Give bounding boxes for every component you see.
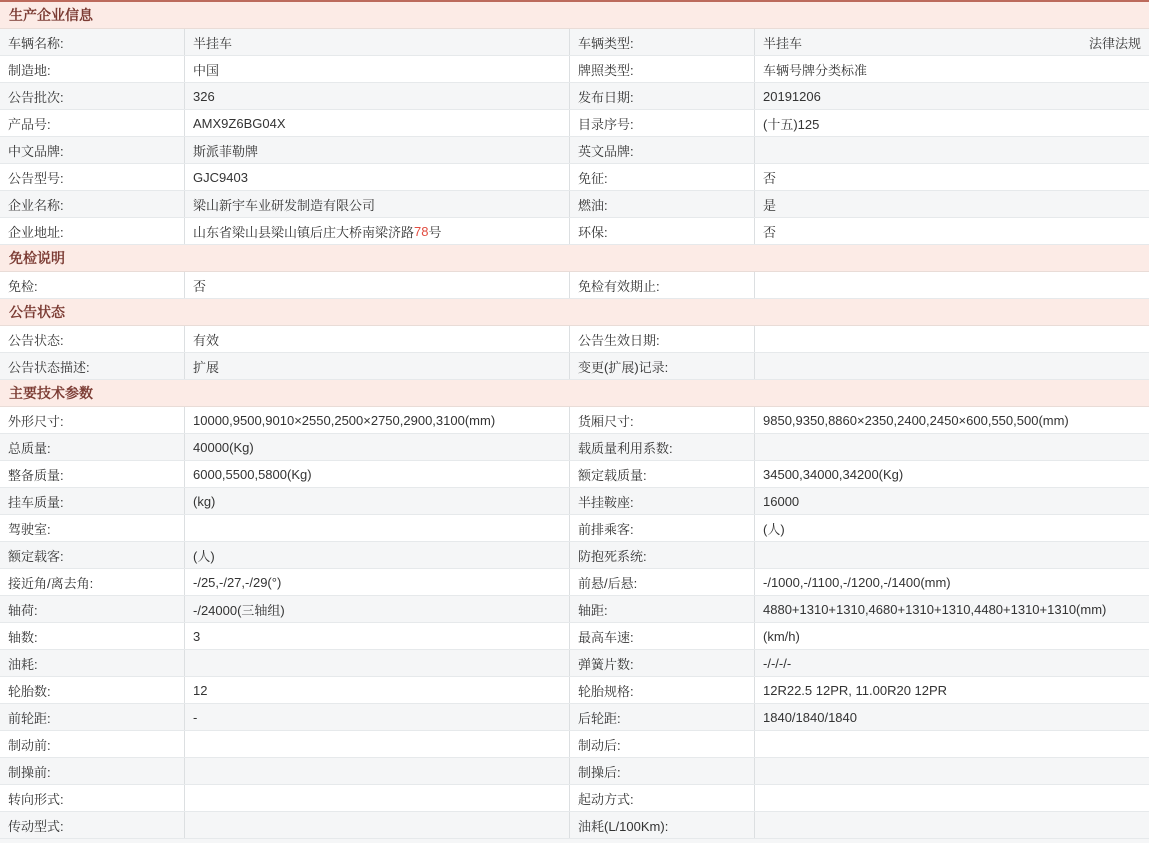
field-label: 环保: bbox=[570, 218, 755, 244]
field-value: 12 bbox=[185, 677, 570, 703]
table-row bbox=[0, 812, 1149, 839]
field-label: 中文品牌: bbox=[0, 137, 185, 163]
field-value bbox=[185, 812, 570, 838]
field-label: 半挂鞍座: bbox=[570, 488, 755, 514]
field-value bbox=[755, 758, 1149, 784]
table-row bbox=[0, 758, 1149, 785]
field-label: 企业名称: bbox=[0, 191, 185, 217]
table-row bbox=[0, 218, 1149, 245]
field-value: 车辆号牌分类标准 bbox=[763, 62, 868, 78]
table-row bbox=[0, 731, 1149, 758]
address-text: 山东省梁山县梁山镇后庄大桥南梁济路 bbox=[193, 224, 415, 240]
field-label: 牌照类型: bbox=[570, 56, 755, 82]
address-text: 号 bbox=[428, 224, 442, 240]
table-row bbox=[0, 704, 1149, 731]
field-value-text: 半挂车 bbox=[763, 35, 803, 51]
field-value: 半挂车 bbox=[185, 29, 570, 55]
field-label: 制动后: bbox=[570, 731, 755, 757]
field-value bbox=[755, 785, 1149, 811]
field-label: 接近角/离去角: bbox=[0, 569, 185, 595]
field-label: 燃油: bbox=[570, 191, 755, 217]
table-row bbox=[0, 650, 1149, 677]
table-row bbox=[0, 29, 1149, 56]
field-value bbox=[755, 434, 1149, 460]
field-label: 发布日期: bbox=[570, 83, 755, 109]
field-value bbox=[755, 353, 1149, 379]
field-label: 车辆名称: bbox=[0, 29, 185, 55]
field-label: 后轮距: bbox=[570, 704, 755, 730]
field-value: 是 bbox=[763, 197, 777, 213]
table-row bbox=[0, 434, 1149, 461]
field-label: 额定载客: bbox=[0, 542, 185, 568]
field-value bbox=[755, 326, 1149, 352]
field-label: 制动前: bbox=[0, 731, 185, 757]
field-label: 轮胎规格: bbox=[570, 677, 755, 703]
field-value: 20191206 bbox=[763, 88, 821, 104]
field-value: 9850,9350,8860×2350,2400,2450×600,550,500(mm) bbox=[763, 412, 1069, 428]
table-row bbox=[0, 407, 1149, 434]
field-label: 免检: bbox=[0, 272, 185, 298]
field-label: 额定载质量: bbox=[570, 461, 755, 487]
field-label: 轴数: bbox=[0, 623, 185, 649]
table-row bbox=[0, 272, 1149, 299]
table-row bbox=[0, 326, 1149, 353]
field-label: 货厢尺寸: bbox=[570, 407, 755, 433]
table-row bbox=[0, 677, 1149, 704]
field-label: 免征: bbox=[570, 164, 755, 190]
table-row bbox=[0, 56, 1149, 83]
table-row bbox=[0, 623, 1149, 650]
table-row bbox=[0, 569, 1149, 596]
field-value: 34500,34000,34200(Kg) bbox=[763, 466, 904, 482]
vehicle-info-table bbox=[0, 2, 1149, 839]
field-value: 斯派菲勒牌 bbox=[185, 137, 570, 163]
field-label: 制操前: bbox=[0, 758, 185, 784]
field-value: (km/h) bbox=[763, 628, 800, 644]
field-value: 否 bbox=[763, 224, 777, 240]
field-label: 转向形式: bbox=[0, 785, 185, 811]
field-label: 油耗(L/100Km): bbox=[570, 812, 755, 838]
field-label: 目录序号: bbox=[570, 110, 755, 136]
field-value: (人) bbox=[185, 542, 570, 568]
field-label: 最高车速: bbox=[570, 623, 755, 649]
field-value: AMX9Z6BG04X bbox=[185, 110, 570, 136]
field-label: 变更(扩展)记录: bbox=[570, 353, 755, 379]
field-value bbox=[755, 29, 1149, 55]
field-value bbox=[755, 272, 1149, 298]
field-label: 传动型式: bbox=[0, 812, 185, 838]
field-label: 轴荷: bbox=[0, 596, 185, 622]
cutoff-next-row bbox=[0, 839, 1149, 843]
table-row bbox=[0, 596, 1149, 623]
field-label: 前轮距: bbox=[0, 704, 185, 730]
field-value: 扩展 bbox=[185, 353, 570, 379]
field-label: 车辆类型: bbox=[570, 29, 755, 55]
field-value: -/-/-/- bbox=[763, 655, 792, 671]
field-value: - bbox=[185, 704, 570, 730]
table-row bbox=[0, 110, 1149, 137]
field-value: -/24000(三轴组) bbox=[185, 596, 570, 622]
table-row bbox=[0, 164, 1149, 191]
field-value: 6000,5500,5800(Kg) bbox=[185, 461, 570, 487]
table-row bbox=[0, 515, 1149, 542]
table-row bbox=[0, 542, 1149, 569]
field-label: 总质量: bbox=[0, 434, 185, 460]
table-row bbox=[0, 191, 1149, 218]
field-label: 公告状态: bbox=[0, 326, 185, 352]
field-label: 公告批次: bbox=[0, 83, 185, 109]
field-label: 企业地址: bbox=[0, 218, 185, 244]
field-label: 防抱死系统: bbox=[570, 542, 755, 568]
table-row bbox=[0, 785, 1149, 812]
field-value bbox=[185, 785, 570, 811]
field-value bbox=[185, 650, 570, 676]
section-title: 公告状态 bbox=[0, 299, 1149, 326]
field-value: 40000(Kg) bbox=[185, 434, 570, 460]
section-title: 主要技术参数 bbox=[0, 380, 1149, 407]
field-label: 挂车质量: bbox=[0, 488, 185, 514]
field-value: (kg) bbox=[185, 488, 570, 514]
field-value bbox=[755, 812, 1149, 838]
field-value bbox=[755, 542, 1149, 568]
field-value: (十五)125 bbox=[763, 116, 820, 132]
field-label: 外形尺寸: bbox=[0, 407, 185, 433]
field-value bbox=[755, 731, 1149, 757]
field-label: 免检有效期止: bbox=[570, 272, 755, 298]
section-title: 生产企业信息 bbox=[0, 2, 1149, 29]
field-label: 载质量利用系数: bbox=[570, 434, 755, 460]
field-value bbox=[185, 515, 570, 541]
field-value: 梁山新宇车业研发制造有限公司 bbox=[185, 191, 570, 217]
field-label: 前排乘客: bbox=[570, 515, 755, 541]
field-label: 制操后: bbox=[570, 758, 755, 784]
field-label: 产品号: bbox=[0, 110, 185, 136]
field-value: 否 bbox=[763, 170, 777, 186]
field-value: 中国 bbox=[185, 56, 570, 82]
field-label: 整备质量: bbox=[0, 461, 185, 487]
field-value bbox=[185, 218, 570, 244]
field-value: (人) bbox=[763, 521, 785, 537]
section-title: 免检说明 bbox=[0, 245, 1149, 272]
field-value: -/1000,-/1100,-/1200,-/1400(mm) bbox=[763, 574, 951, 590]
field-label: 制造地: bbox=[0, 56, 185, 82]
table-row bbox=[0, 353, 1149, 380]
legal-regulations-link[interactable]: 法律法规 bbox=[1088, 35, 1141, 51]
field-value: 4880+1310+1310,4680+1310+1310,4480+1310+1310(mm) bbox=[763, 601, 1107, 617]
table-row bbox=[0, 488, 1149, 515]
field-value: 12R22.5 12PR, 11.00R20 12PR bbox=[763, 682, 948, 698]
field-value: 3 bbox=[185, 623, 570, 649]
field-value: 10000,9500,9010×2550,2500×2750,2900,3100(mm) bbox=[185, 407, 570, 433]
field-value: 16000 bbox=[763, 493, 800, 509]
field-label: 轮胎数: bbox=[0, 677, 185, 703]
field-value: -/25,-/27,-/29(°) bbox=[185, 569, 570, 595]
field-label: 驾驶室: bbox=[0, 515, 185, 541]
table-row bbox=[0, 461, 1149, 488]
table-row bbox=[0, 137, 1149, 164]
table-row bbox=[0, 83, 1149, 110]
field-label: 前悬/后悬: bbox=[570, 569, 755, 595]
field-value: 326 bbox=[185, 83, 570, 109]
field-value: 有效 bbox=[185, 326, 570, 352]
field-label: 轴距: bbox=[570, 596, 755, 622]
field-label: 油耗: bbox=[0, 650, 185, 676]
address-highlight: 78 bbox=[414, 223, 429, 239]
field-label: 公告状态描述: bbox=[0, 353, 185, 379]
field-value: GJC9403 bbox=[185, 164, 570, 190]
field-label: 弹簧片数: bbox=[570, 650, 755, 676]
field-value bbox=[755, 137, 1149, 163]
field-label: 起动方式: bbox=[570, 785, 755, 811]
field-label: 公告型号: bbox=[0, 164, 185, 190]
field-value bbox=[185, 758, 570, 784]
field-value: 1840/1840/1840 bbox=[763, 709, 857, 725]
field-label: 公告生效日期: bbox=[570, 326, 755, 352]
field-value bbox=[185, 731, 570, 757]
field-value: 否 bbox=[185, 272, 570, 298]
field-label: 英文品牌: bbox=[570, 137, 755, 163]
